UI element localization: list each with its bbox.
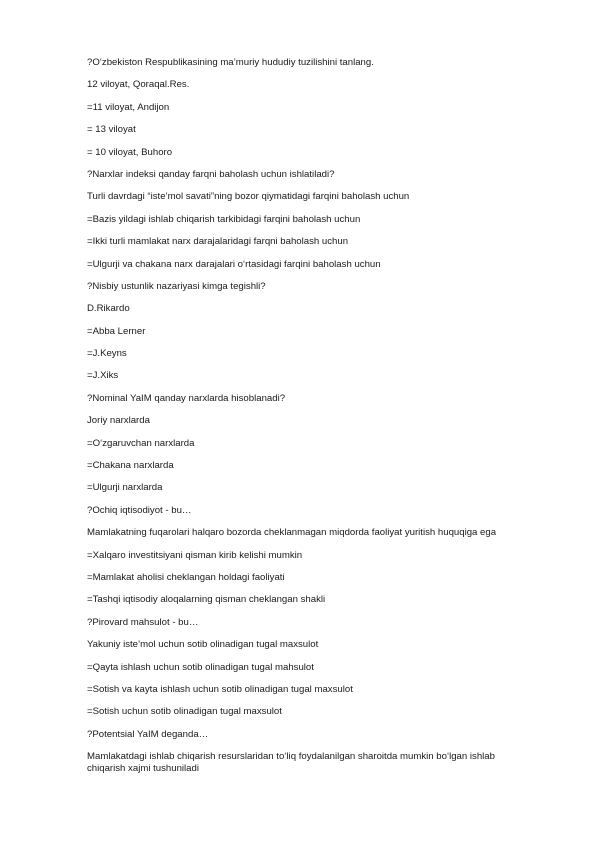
question-text: ?Pirovard mahsulot - bu… [87, 616, 199, 628]
correct-answer: Mamlakatdagi ishlab chiqarish resurslaridan to‘liq foydalanilgan sharoitda mumkin bo‘lgan ishlab chiqarish xajmi tushuniladi [87, 751, 495, 775]
answer-option: =Bazis yildagi ishlab chiqarish tarkibidagi farqini baholash uchun [87, 213, 361, 225]
question-text: ?Nominal YaIM qanday narxlarda hisoblanadi? [87, 392, 286, 404]
answer-option: =Xalqaro investitsiyani qisman kirib kelishi mumkin [87, 549, 303, 561]
answer-option: =J.Xiks [87, 370, 119, 382]
answer-option: =Tashqi iqtisodiy aloqalarning qisman cheklangan shakli [87, 594, 326, 606]
answer-option: =Qayta ishlash uchun sotib olinadigan tugal mahsulot [87, 661, 314, 673]
answer-option: =Abba Lerner [87, 325, 146, 337]
question-text: ?Narxlar indeksi qanday farqni baholash uchun ishlatiladi? [87, 168, 335, 180]
answer-option: = 13 viloyat [87, 124, 136, 136]
question-text: ?Ochiq iqtisodiyot - bu… [87, 504, 192, 516]
answer-option: =11 viloyat, Andijon [87, 101, 170, 113]
answer-option: = 10 viloyat, Buhoro [87, 146, 173, 158]
correct-answer: 12 viloyat, Qoraqal.Res. [87, 79, 190, 91]
question-text: ?Nisbiy ustunlik nazariyasi kimga tegishli? [87, 280, 266, 292]
correct-answer: Joriy narxlarda [87, 415, 150, 427]
correct-answer: Turli davrdagi “iste’mol savati”ning bozor qiymatidagi farqini baholash uchun [87, 191, 410, 203]
correct-answer: Mamlakatning fuqarolari halqaro bozorda cheklanmagan miqdorda faoliyat yuritish huquqiga ega [87, 527, 497, 539]
answer-option: =Sotish va kayta ishlash uchun sotib olinadigan tugal maxsulot [87, 683, 353, 695]
answer-option: =Ikki turli mamlakat narx darajalaridagi farqni baholash uchun [87, 236, 349, 248]
answer-option: =Ulgurji va chakana narx darajalari o‘rtasidagi farqini baholash uchun [87, 258, 381, 270]
question-text: ?O‘zbekiston Respublikasining ma’muriy hududiy tuzilishini tanlang. [87, 57, 374, 68]
answer-option: =Ulgurji narxlarda [87, 482, 163, 494]
question-text: ?Potentsial YaIM deganda… [87, 728, 209, 740]
document-body [87, 57, 527, 786]
answer-option: =J.Keyns [87, 348, 127, 360]
answer-option: =Mamlakat aholisi cheklangan holdagi faoliyati [87, 571, 285, 583]
correct-answer: D.Rikardo [87, 303, 130, 315]
answer-option: =Sotish uchun sotib olinadigan tugal maxsulot [87, 706, 282, 718]
correct-answer: Yakuniy iste’mol uchun sotib olinadigan tugal maxsulot [87, 639, 319, 651]
answer-option: =Chakana narxlarda [87, 460, 174, 472]
answer-option: =O‘zgaruvchan narxlarda [87, 437, 195, 449]
